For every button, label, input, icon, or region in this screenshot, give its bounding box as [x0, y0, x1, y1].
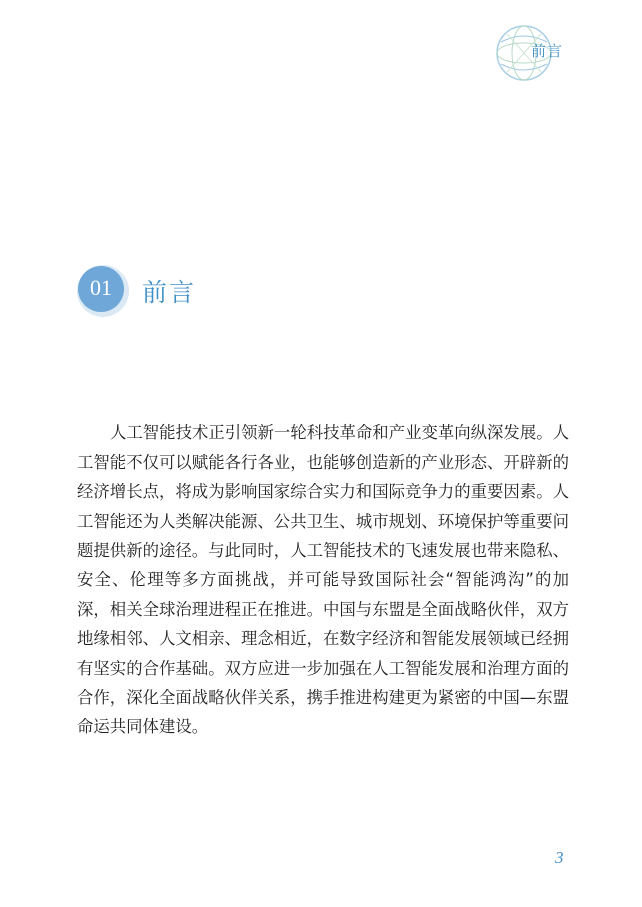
chapter-heading — [74, 262, 374, 322]
body-paragraph: 人工智能技术正引领新一轮科技革命和产业变革向纵深发展。人工智能不仅可以赋能各行各业，也能够创造新的产业形态、开辟新的经济增长点，将成为影响国家综合实力和国际竞争力的重要因素。人工智能还为人类解决能源、公共卫生、城市规划、环境保护等重要问题提供新的途径。与此同时，人工智能技术的飞速发展也带来隐私、安全、伦理等多方面挑战，并可能导致国际社会“智能鸿沟”的加深，相关全球治理进程正在推进。中国与东盟是全面战略伙伴，双方地缘相邻、人文相亲、理念相近，在数字经济和智能发展领域已经拥有坚实的合作基础。双方应进一步加强在人工智能发展和治理方面的合作，深化全面战略伙伴关系，携手推进构建更为紧密的中国—东盟命运共同体建设。 — [77, 423, 569, 737]
header-section-label: 前言 — [531, 42, 564, 60]
header-badge — [493, 22, 575, 84]
chapter-title: 前言 — [142, 278, 197, 307]
page-number: 3 — [555, 848, 564, 867]
chapter-number: 01 — [90, 275, 112, 300]
